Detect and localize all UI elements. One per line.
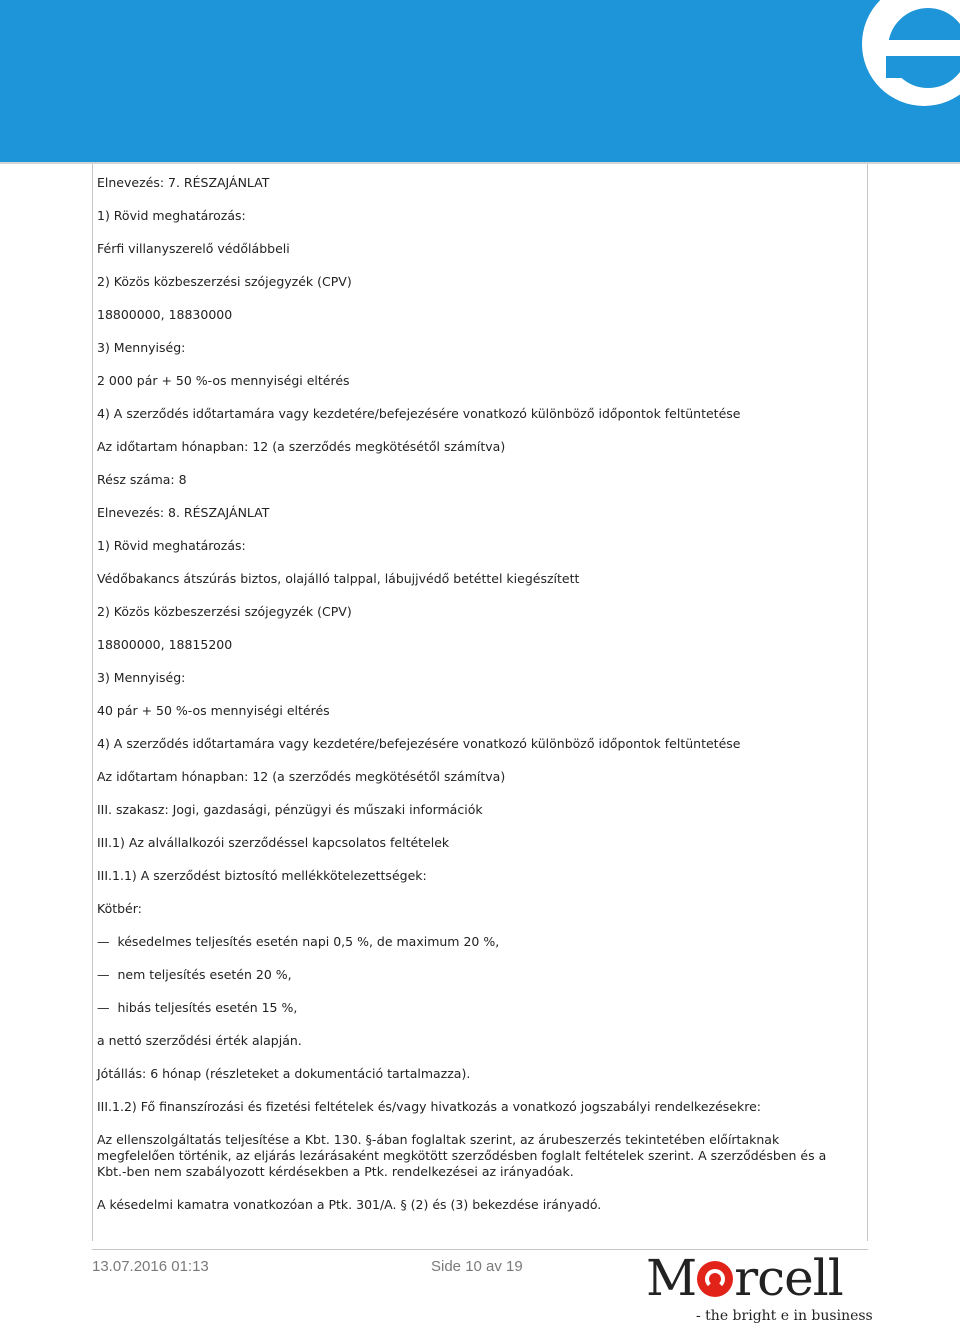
frame-right-border xyxy=(867,164,868,1241)
text-line: 1) Rövid meghatározás: xyxy=(97,208,246,223)
text-line: Elnevezés: 7. RÉSZAJÁNLAT xyxy=(97,175,270,190)
marcell-brand-logo xyxy=(640,1249,873,1329)
document-body xyxy=(97,175,857,1230)
footer-date: 13.07.2016 01:13 xyxy=(92,1258,209,1275)
text-line: Elnevezés: 8. RÉSZAJÁNLAT xyxy=(97,505,270,520)
text-line: Kötbér: xyxy=(97,901,142,916)
text-line: 18800000, 18830000 xyxy=(97,307,233,322)
text-line: Az időtartam hónapban: 12 (a szerződés megkötésétől számítva) xyxy=(97,769,506,784)
text-line: Az időtartam hónapban: 12 (a szerződés megkötésétől számítva) xyxy=(97,439,506,454)
text-line: 4) A szerződés időtartamára vagy kezdetére/befejezésére vonatkozó különböző időpontok feltüntetése xyxy=(97,406,741,421)
brand-text-post: rcell xyxy=(734,1249,843,1307)
footer-page-number: Side 10 av 19 xyxy=(431,1258,523,1275)
text-line: 2 000 pár + 50 %-os mennyiségi eltérés xyxy=(97,373,350,388)
text-line: 3) Mennyiség: xyxy=(97,670,186,685)
text-line: 2) Közös közbeszerzési szójegyzék (CPV) xyxy=(97,274,352,289)
e-logo-icon xyxy=(820,0,960,112)
section-heading: III. szakasz: Jogi, gazdasági, pénzügyi és műszaki információk xyxy=(97,802,483,817)
frame-left-border xyxy=(92,164,93,1241)
text-line: Védőbakancs átszúrás biztos, olajálló talppal, lábujjvédő betéttel kiegészített xyxy=(97,571,580,586)
brand-text-pre: M xyxy=(646,1249,697,1307)
text-line: Férfi villanyszerelő védőlábbeli xyxy=(97,241,290,256)
text-line: Rész száma: 8 xyxy=(97,472,187,487)
text-line: A késedelmi kamatra vonatkozóan a Ptk. 301/A. § (2) és (3) bekezdése irányadó. xyxy=(97,1197,602,1212)
subsection-heading: III.1) Az alvállalkozói szerződéssel kapcsolatos feltételek xyxy=(97,835,450,850)
dash-list-item: — hibás teljesítés esetén 15 %, xyxy=(97,1000,857,1016)
subsection-heading: III.1.1) A szerződést biztosító mellékkötelezettségek: xyxy=(97,868,427,883)
text-line: 2) Közös közbeszerzési szójegyzék (CPV) xyxy=(97,604,352,619)
text-line: 40 pár + 50 %-os mennyiségi eltérés xyxy=(97,703,330,718)
dash-list-item: — nem teljesítés esetén 20 %, xyxy=(97,967,857,983)
dash-list-item: — késedelmes teljesítés esetén napi 0,5 %, de maximum 20 %, xyxy=(97,934,857,950)
text-line: 4) A szerződés időtartamára vagy kezdetére/befejezésére vonatkozó különböző időpontok feltüntetése xyxy=(97,736,741,751)
subsection-heading: III.1.2) Fő finanszírozási és fizetési feltételek és/vagy hivatkozás a vonatkozó jogszabályi rendelkezésekre: xyxy=(97,1099,762,1114)
text-line: a nettó szerződési érték alapján. xyxy=(97,1033,302,1048)
paragraph: Az ellenszolgáltatás teljesítése a Kbt. 130. §-ában foglaltak szerint, az árubeszerzés tekintetében előírtaknak megfelelően történik, az eljárás lezárásaként megkötött szerződésben foglalt feltételek szerint. A szerződésben és a Kbt.-ben nem szabályozott kérdésekben a Ptk. rendelkezései az irányadóak. xyxy=(97,1132,827,1179)
text-line: 18800000, 18815200 xyxy=(97,637,233,652)
text-line: Jótállás: 6 hónap (részleteket a dokumentáció tartalmazza). xyxy=(97,1066,471,1081)
text-line: 1) Rövid meghatározás: xyxy=(97,538,246,553)
header-band xyxy=(0,0,960,164)
marcell-e-icon xyxy=(697,1261,733,1297)
text-line: 3) Mennyiség: xyxy=(97,340,186,355)
brand-tagline: - the bright e in business xyxy=(696,1308,873,1324)
brand-wordmark xyxy=(646,1250,843,1306)
